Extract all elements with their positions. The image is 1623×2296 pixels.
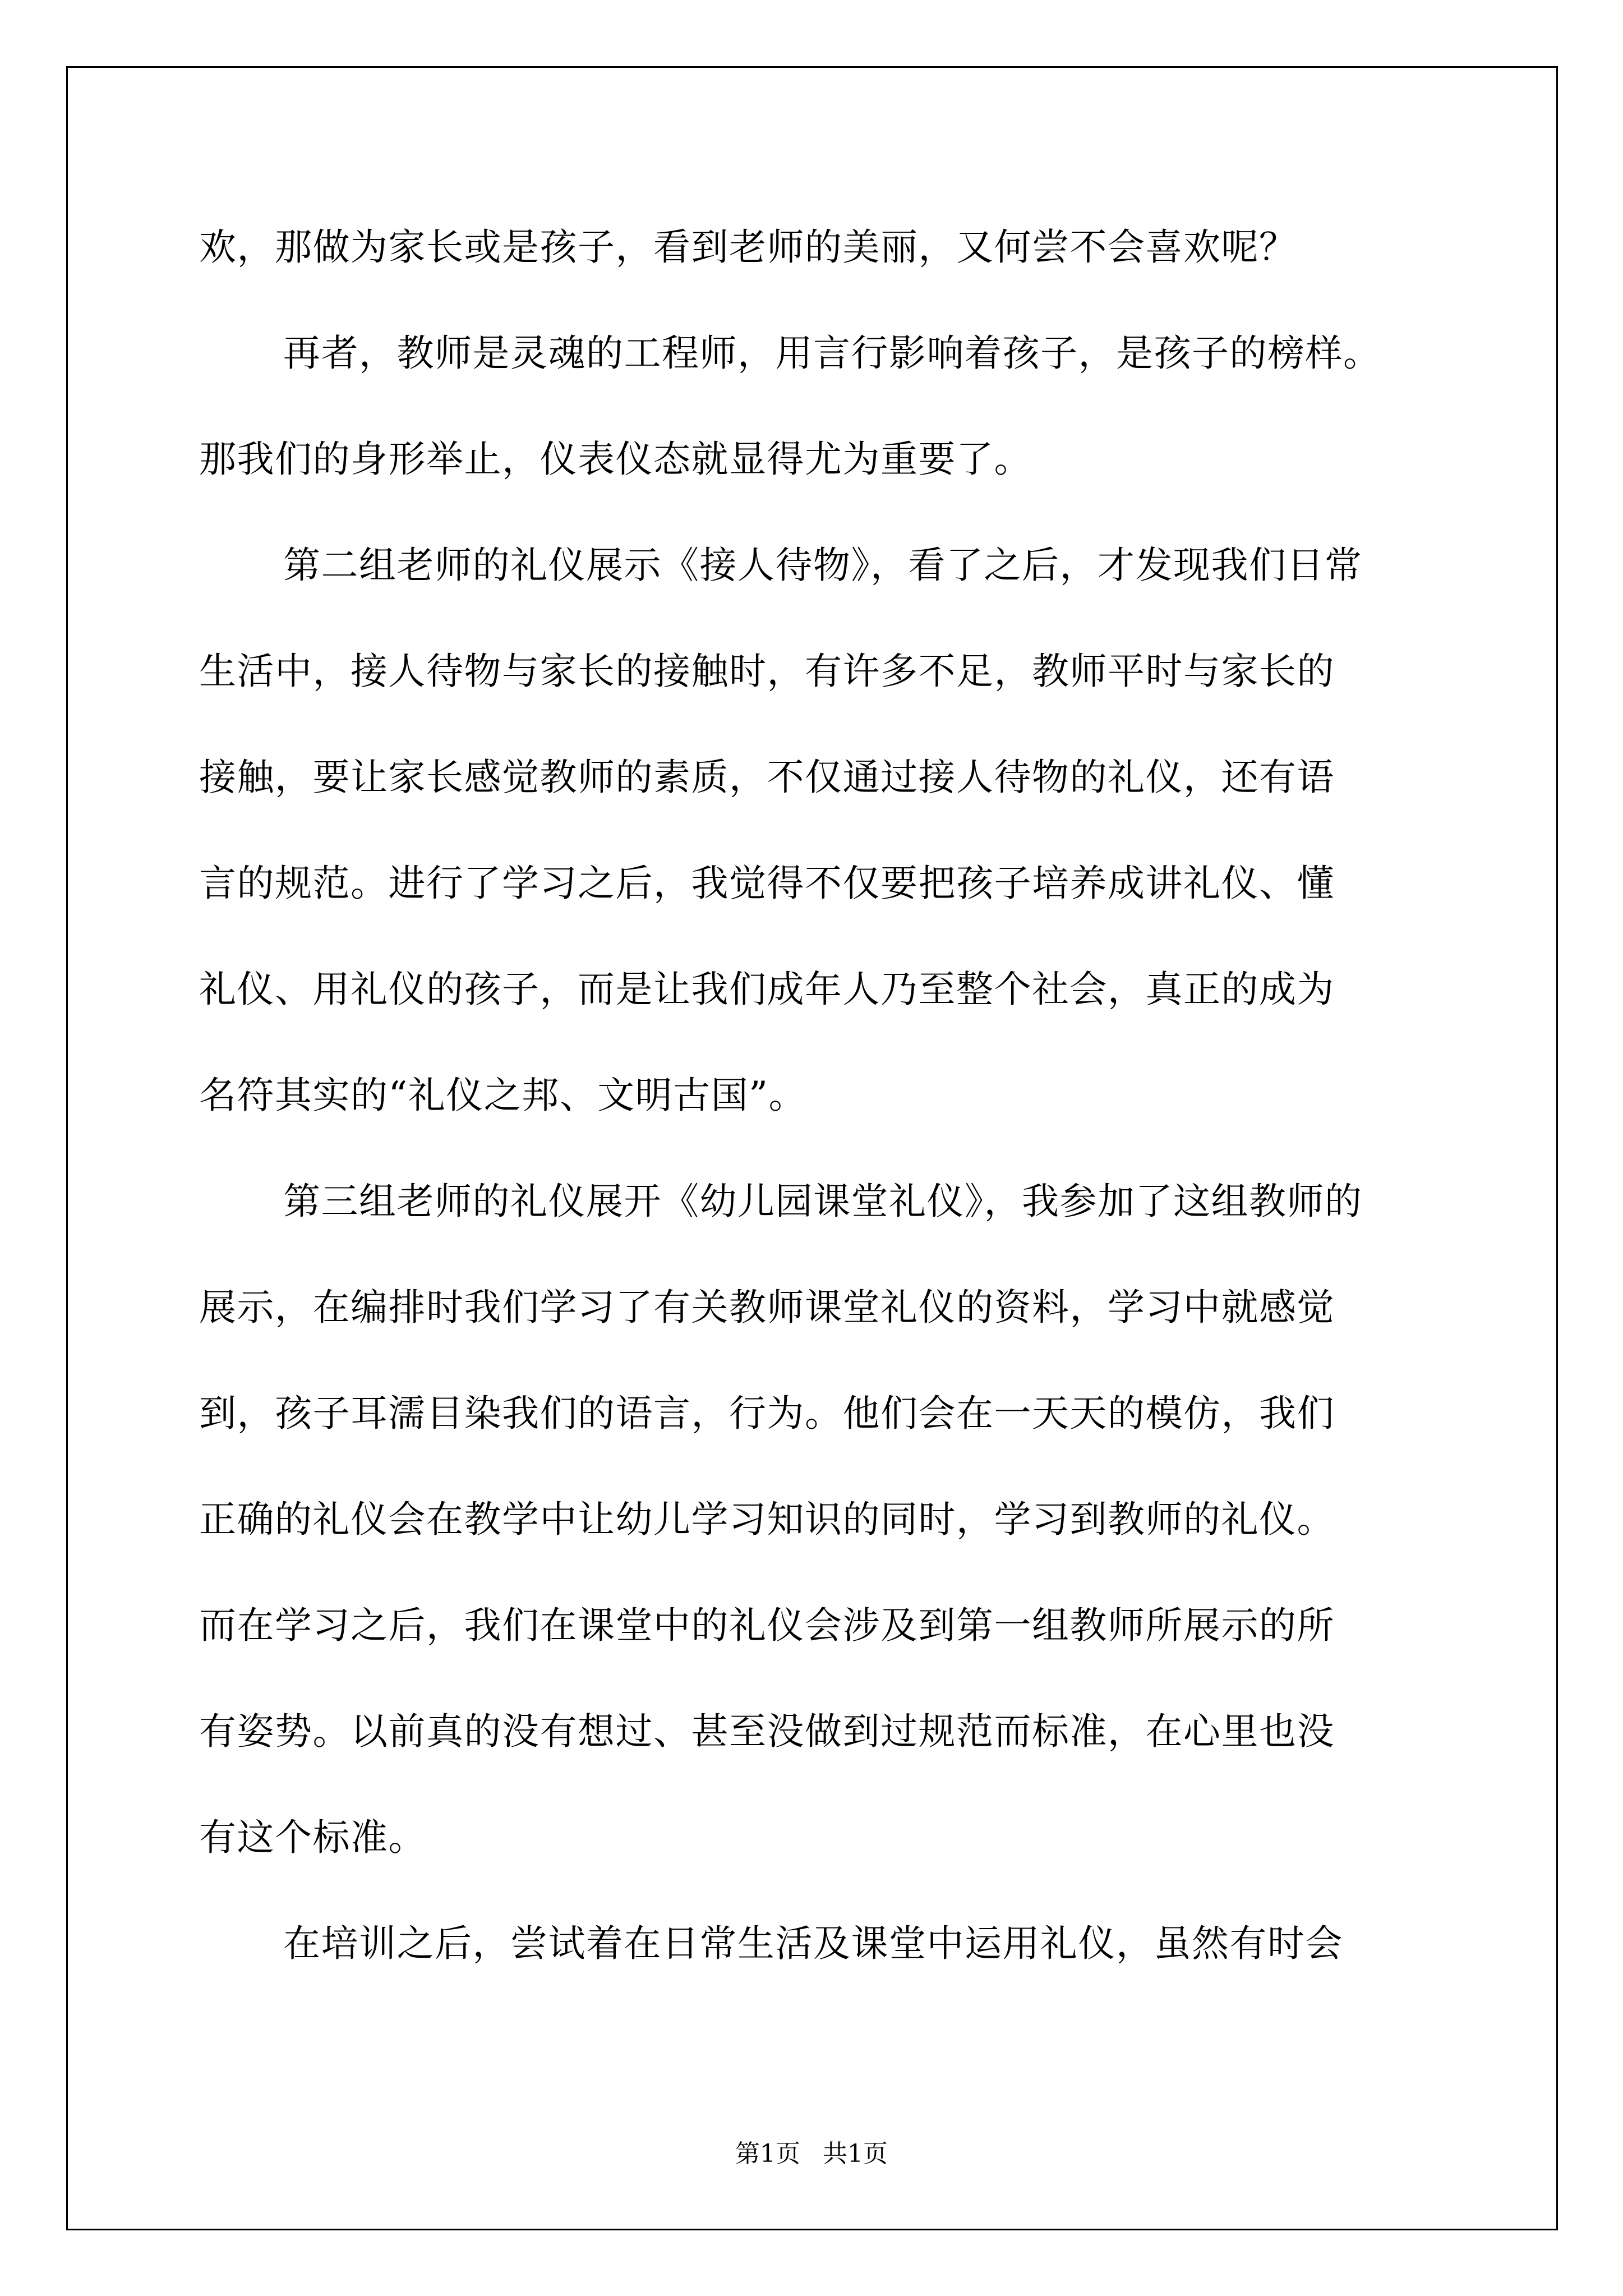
- text-line: 生活中，接人待物与家长的接触时，有许多不足，教师平时与家长的: [199, 650, 1335, 693]
- text-line: 正确的礼仪会在教学中让幼儿学习知识的同时，学习到教师的礼仪。: [199, 1498, 1335, 1541]
- text-line: 第三组老师的礼仪展开《幼儿园课堂礼仪》，我参加了这组教师的: [283, 1180, 1363, 1223]
- text-line: 名符其实的“礼仪之邦、文明古国”。: [199, 1074, 806, 1117]
- text-line: 展示，在编排时我们学习了有关教师课堂礼仪的资料，学习中就感觉: [199, 1286, 1335, 1329]
- text-line: 接触，要让家长感觉教师的素质，不仅通过接人待物的礼仪，还有语: [199, 756, 1335, 799]
- text-line: 在培训之后，尝试着在日常生活及课堂中运用礼仪，虽然有时会: [283, 1922, 1343, 1965]
- page-footer: [0, 2137, 1623, 2171]
- text-line: 有这个标准。: [199, 1816, 426, 1859]
- document-body: [199, 222, 1438, 2024]
- text-line: 到，孩子耳濡目染我们的语言，行为。他们会在一天天的模仿，我们: [199, 1392, 1335, 1435]
- text-line: 言的规范。进行了学习之后，我觉得不仅要把孩子培养成讲礼仪、懂: [199, 862, 1335, 905]
- text-line: 礼仪、用礼仪的孩子，而是让我们成年人乃至整个社会，真正的成为: [199, 968, 1335, 1011]
- text-line: 再者，教师是灵魂的工程师，用言行影响着孩子，是孩子的榜样。: [283, 332, 1381, 375]
- page-total: 共1页: [823, 2139, 888, 2168]
- text-line: 有姿势。以前真的没有想过、甚至没做到过规范而标准，在心里也没: [199, 1710, 1335, 1753]
- text-line: 那我们的身形举止，仪表仪态就显得尤为重要了。: [199, 438, 1032, 481]
- text-line: 第二组老师的礼仪展示《接人待物》，看了之后，才发现我们日常: [283, 544, 1363, 587]
- page-number: 第1页: [735, 2139, 800, 2168]
- text-line: 欢，那做为家长或是孩子，看到老师的美丽，又何尝不会喜欢呢？: [199, 226, 1297, 269]
- text-line: 而在学习之后，我们在课堂中的礼仪会涉及到第一组教师所展示的所: [199, 1604, 1335, 1647]
